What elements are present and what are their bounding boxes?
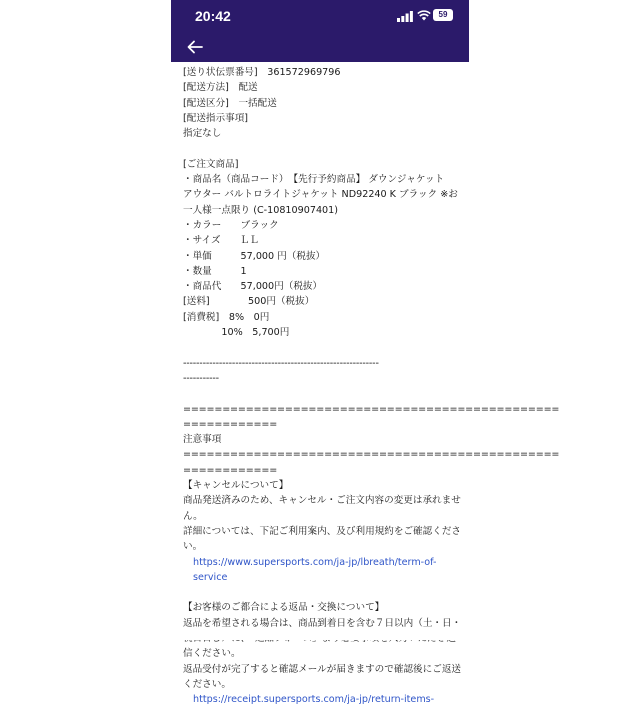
product-name-line: ・商品名（商品コード） 【先行予約商品】 ダウンジャケット bbox=[183, 174, 445, 186]
bottom-crop bbox=[171, 630, 469, 640]
terms-link[interactable]: service bbox=[193, 571, 228, 583]
consumption-tax: [消費税] 8% 0円 bbox=[183, 311, 270, 323]
product-size: ・サイズ ＬＬ bbox=[183, 235, 259, 247]
phone-screen bbox=[171, 0, 560, 706]
email-body bbox=[183, 65, 560, 707]
divider: ------------------------------------------------------------ bbox=[183, 357, 379, 369]
arrow-left-icon[interactable] bbox=[185, 37, 205, 57]
consumption-tax: 10% 5,700円 bbox=[183, 327, 290, 339]
status-time: 20:42 bbox=[195, 8, 231, 24]
cancel-text: い。 bbox=[183, 541, 203, 553]
divider: ============ bbox=[183, 418, 278, 430]
notes-heading: 注意事項 bbox=[183, 434, 222, 446]
nav-bar bbox=[171, 32, 469, 62]
return-text: ください。 bbox=[183, 678, 231, 690]
divider: ----------- bbox=[183, 372, 219, 384]
product-color: ・カラー ブラック bbox=[183, 219, 279, 231]
product-subtotal: ・商品代 57,000円（税抜） bbox=[183, 281, 323, 293]
product-name-line: 一人様一点限り (C-10810907401) bbox=[183, 204, 338, 216]
spacer bbox=[183, 141, 463, 156]
shipping-fee: [送料] 500円（税抜） bbox=[183, 296, 315, 308]
delivery-instructions-value: 指定なし bbox=[183, 128, 222, 140]
cancel-text: ん。 bbox=[183, 510, 203, 522]
product-unit-price: ・単価 57,000 円（税抜） bbox=[183, 250, 326, 262]
tracking-number: [送り状伝票番号] 361572969796 bbox=[183, 67, 341, 78]
return-form-link[interactable]: https://receipt.supersports.com/ja-jp/return-items- bbox=[193, 694, 435, 706]
order-items-heading: [ご注文商品] bbox=[183, 158, 239, 170]
wifi-icon bbox=[417, 10, 431, 21]
return-text: 信ください。 bbox=[183, 648, 241, 660]
spacer bbox=[183, 585, 463, 600]
battery-level: 59 bbox=[438, 10, 448, 19]
divider: ============ bbox=[183, 464, 278, 476]
delivery-method: [配送方法] 配送 bbox=[183, 82, 258, 94]
cancel-text: 商品発送済みのため、キャンセル・ご注文内容の変更は承れませ bbox=[183, 495, 461, 507]
return-text: 返品を希望される場合は、商品到着日を含む７日以内（土・日・ bbox=[183, 617, 462, 629]
battery-icon bbox=[433, 9, 453, 21]
delivery-type: [配送区分] 一括配送 bbox=[183, 97, 277, 109]
product-name-line: アウター バルトロライトジャケット ND92240 K ブラック ※お bbox=[183, 189, 458, 201]
cancel-heading: 【キャンセルについて】 bbox=[183, 480, 289, 492]
status-bar bbox=[171, 0, 469, 32]
terms-link[interactable]: https://www.supersports.com/ja-jp/lbreath/term-of- bbox=[193, 556, 437, 568]
product-quantity: ・数量 1 bbox=[183, 265, 247, 277]
signal-icon bbox=[397, 11, 413, 22]
divider: ================================================ bbox=[183, 449, 560, 461]
return-text: 返品受付が完了すると確認メールが届きますので確認後にご返送 bbox=[183, 663, 462, 675]
divider: ================================================ bbox=[183, 403, 560, 415]
return-heading: 【お客様のご都合による返品・交換について】 bbox=[183, 602, 385, 614]
spacer bbox=[183, 340, 463, 355]
delivery-instructions-label: [配送指示事項] bbox=[183, 112, 249, 124]
cancel-text: 詳細については、下記ご利用案内、及び利用規約をご確認くださ bbox=[183, 525, 462, 537]
spacer bbox=[183, 386, 463, 401]
